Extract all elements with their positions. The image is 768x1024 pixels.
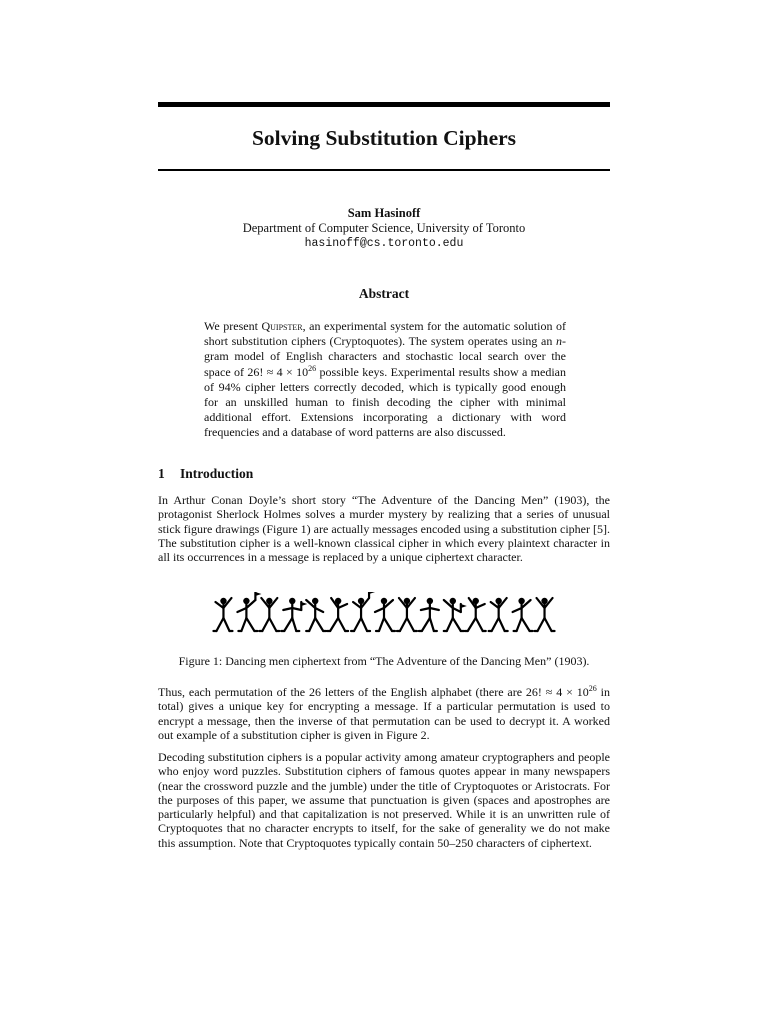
dancing-man-glyph bbox=[444, 598, 467, 631]
section-heading bbox=[158, 466, 253, 482]
intro-paragraph-2 bbox=[158, 685, 610, 742]
dancing-man-glyph bbox=[281, 598, 307, 631]
title-top-rule bbox=[158, 102, 610, 107]
dancing-man-glyph bbox=[397, 598, 417, 631]
dancing-man-glyph bbox=[213, 598, 232, 631]
dancing-man-glyph bbox=[513, 598, 533, 631]
abstract-text-1: We present bbox=[204, 319, 262, 333]
abstract-exponent: 26 bbox=[308, 363, 317, 373]
dancing-man-glyph bbox=[306, 598, 326, 631]
abstract-text-2: , an experimental system for the automatic solution of short substitution ciphers (Cryptoquotes). The system operates using an bbox=[204, 319, 567, 349]
author-block bbox=[158, 206, 610, 251]
intro-paragraph-1: In Arthur Conan Doyle’s short story “The Adventure of the Dancing Men” (1903), the protagonist Sherlock Holmes solves a murder mystery by realizing that a series of unusual stick figure drawings (Figure 1) are actually messages encoded using a substitution cipher [5]. The substitution cipher is a well-known classical cipher in which every plaintext character in all its occurrences in a message is replaced by a unique ciphertext character. bbox=[158, 493, 610, 565]
paper-title: Solving Substitution Ciphers bbox=[251, 126, 517, 150]
dancing-men-figure bbox=[212, 592, 556, 638]
author-affiliation: Department of Computer Science, University of Toronto bbox=[242, 221, 526, 235]
dancing-man-glyph bbox=[237, 592, 261, 631]
section-number: 1 bbox=[158, 466, 165, 481]
author-name: Sam Hasinoff bbox=[347, 206, 421, 220]
intro-p2-exponent: 26 bbox=[588, 684, 597, 693]
intro-p2-text-b: in total) gives a unique key for encrypting a message. If a particular permutation is used to encrypt a message, then the inverse of that permutation can be used to decrypt it. A worked out example of a substitution cipher is given in Figure 2. bbox=[158, 685, 610, 742]
dancing-man-glyph bbox=[259, 598, 279, 631]
dancing-man-glyph bbox=[535, 598, 555, 631]
author-email: hasinoff@cs.toronto.edu bbox=[304, 237, 464, 250]
title-bottom-rule bbox=[158, 169, 610, 171]
figure-caption: Figure 1: Dancing men ciphertext from “The Adventure of the Dancing Men” (1903). bbox=[178, 654, 590, 668]
n-variable: n bbox=[556, 334, 562, 349]
dancing-man-glyph bbox=[465, 598, 486, 631]
dancing-man-glyph bbox=[419, 598, 439, 631]
abstract-text-3: -gram model of English characters and stochastic local search over the space of 26! ≈ 4 × 10 bbox=[204, 334, 566, 379]
intro-p2-text-a: Thus, each permutation of the 26 letters of the English alphabet (there are 26! ≈ 4 × 10 bbox=[158, 685, 589, 699]
abstract-text-4: possible keys. Experimental results show a median of 94% cipher letters correctly decoded, which is typically good enough for an unskilled human to finish decoding the cipher with minimal additional effort. Extensions incorporating a dictionary with word frequencies and a database of word patterns are also discussed. bbox=[204, 364, 566, 440]
dancing-man-glyph bbox=[489, 598, 508, 631]
dancing-man-glyph bbox=[375, 598, 395, 631]
intro-paragraph-3: Decoding substitution ciphers is a popular activity among amateur cryptographers and people who enjoy word puzzles. Substitution ciphers of famous quotes appear in many newspapers (near the crossword puzzle and the jumble) under the title of Cryptoquotes or Aristocrats. For the purposes of this paper, we assume that punctuation is given (spaces and apostrophes are particularly helpful) and that capitalization is not preserved. While it is an unwritten rule of Cryptoquotes that no character encrypts to itself, for the sake of generality we do not make this assumption. Note that Cryptoquotes typically contain 50–250 characters of ciphertext. bbox=[158, 750, 610, 850]
abstract-body bbox=[204, 319, 566, 441]
section-title: Introduction bbox=[180, 466, 254, 481]
abstract-heading: Abstract bbox=[358, 286, 410, 301]
dancing-man-glyph bbox=[351, 592, 375, 631]
system-name: Quipster bbox=[261, 319, 303, 333]
dancing-man-glyph bbox=[327, 598, 348, 631]
